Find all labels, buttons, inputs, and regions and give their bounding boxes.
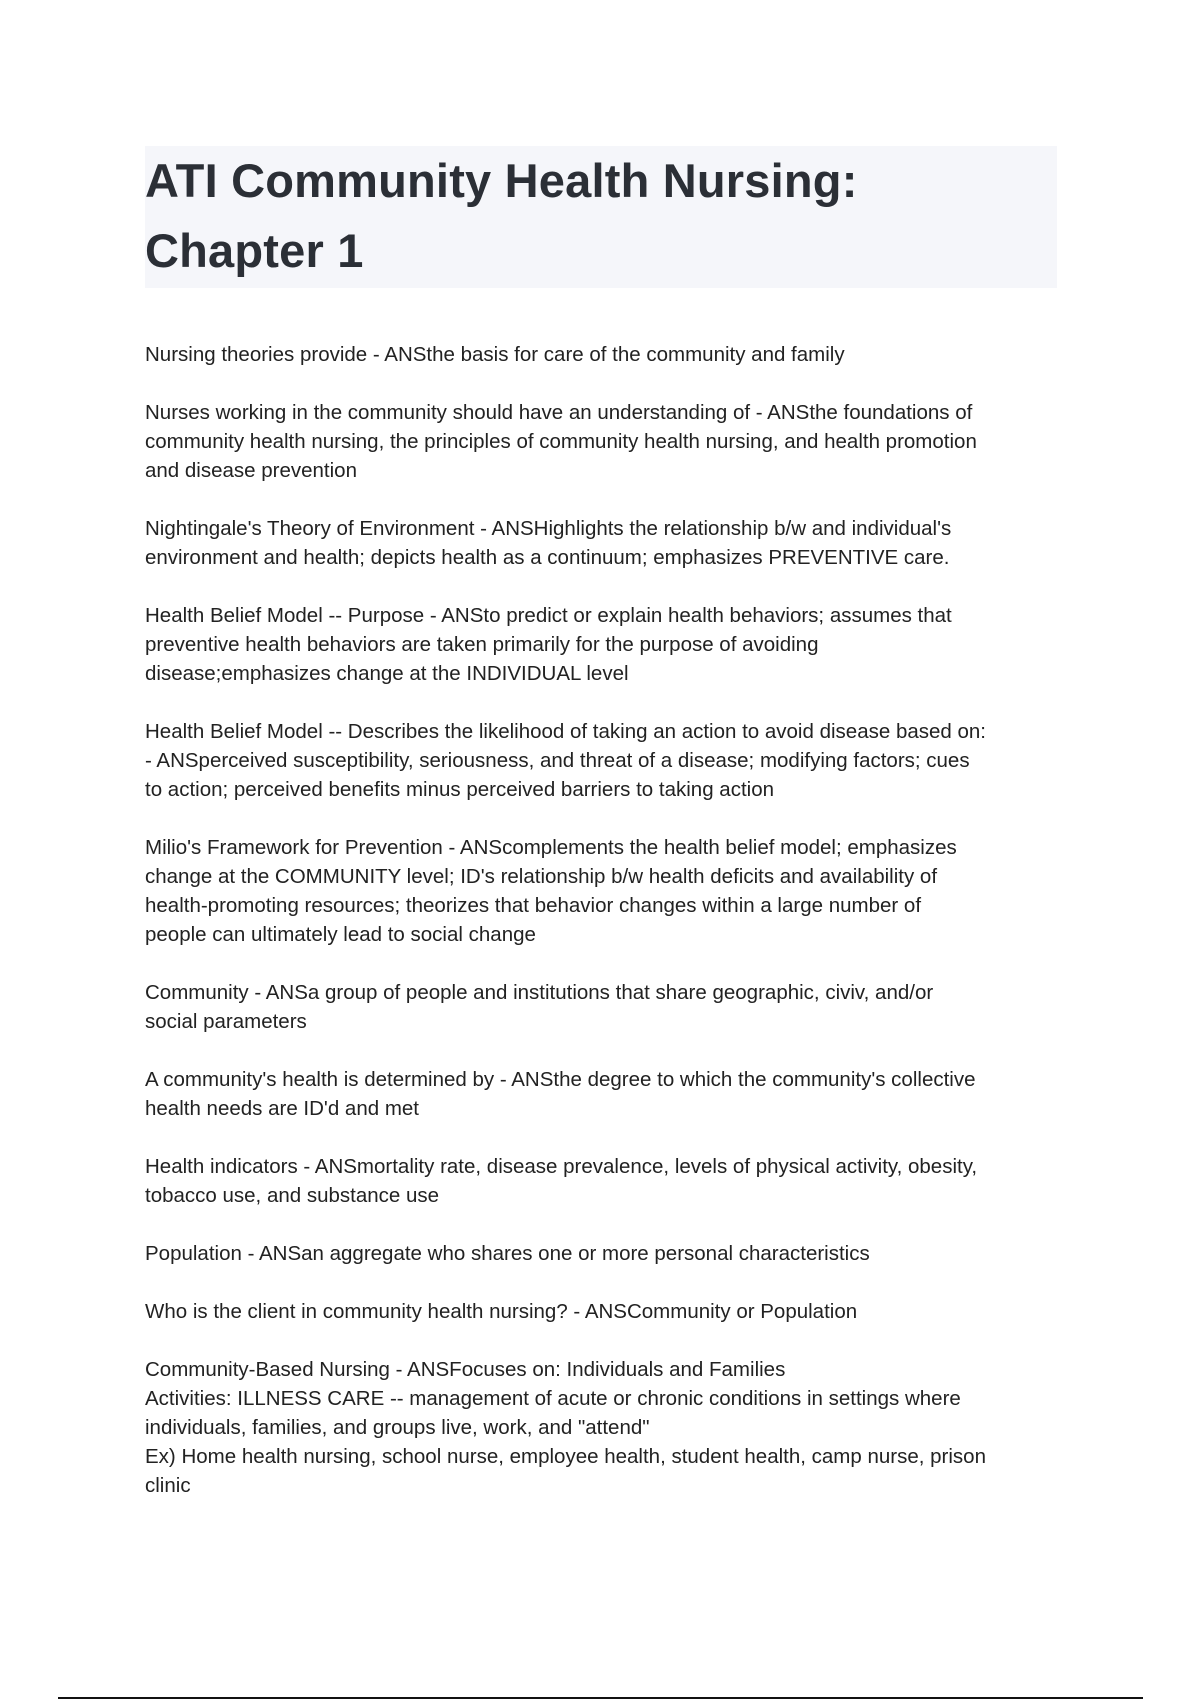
entry-line: social parameters [145, 1010, 307, 1033]
flashcard-entry [145, 1065, 1065, 1123]
entry-line: Population - ANSan aggregate who shares one or more personal characteristics [145, 1242, 870, 1265]
title-block [145, 146, 1057, 288]
entry-line: Nightingale's Theory of Environment - ANSHighlights the relationship b/w and individual's [145, 517, 952, 540]
entry-line: Community - ANSa group of people and institutions that share geographic, civiv, and/or [145, 981, 934, 1004]
entry-line: Nurses working in the community should have an understanding of - ANSthe foundations of [145, 401, 973, 424]
entry-line: Nursing theories provide - ANSthe basis for care of the community and family [145, 343, 845, 366]
entry-line: health-promoting resources; theorizes that behavior changes within a large number of [145, 894, 922, 917]
entry-line: Ex) Home health nursing, school nurse, employee health, student health, camp nurse, prison [145, 1445, 986, 1468]
entry-line: individuals, families, and groups live, work, and "attend" [145, 1416, 650, 1439]
entry-line: preventive health behaviors are taken primarily for the purpose of avoiding [145, 633, 819, 656]
flashcard-entry [145, 1152, 1065, 1210]
flashcard-entry [145, 717, 1065, 804]
entry-line: Activities: ILLNESS CARE -- management of acute or chronic conditions in settings where [145, 1387, 961, 1410]
footer-divider [58, 1697, 1143, 1699]
entry-line: health needs are ID'd and met [145, 1097, 420, 1120]
entry-line: disease;emphasizes change at the INDIVIDUAL level [145, 662, 629, 685]
entry-line: Health Belief Model -- Describes the likelihood of taking an action to avoid disease based on: [145, 720, 986, 743]
entry-line: tobacco use, and substance use [145, 1184, 440, 1207]
entry-line: Milio's Framework for Prevention - ANScomplements the health belief model; emphasizes [145, 836, 957, 859]
entry-line: change at the COMMUNITY level; ID's relationship b/w health deficits and availability of [145, 865, 938, 888]
flashcard-entry [145, 1239, 1065, 1268]
page-title [145, 146, 1057, 286]
title-line: Chapter 1 [145, 224, 364, 277]
entry-line: A community's health is determined by - ANSthe degree to which the community's collective [145, 1068, 976, 1091]
flashcard-entry [145, 978, 1065, 1036]
flashcard-entry [145, 398, 1065, 485]
entry-line: Health indicators - ANSmortality rate, disease prevalence, levels of physical activity, obesity, [145, 1155, 978, 1178]
flashcard-entry [145, 1355, 1065, 1500]
entry-line: and disease prevention [145, 459, 357, 482]
entry-line: Community-Based Nursing - ANSFocuses on: Individuals and Families [145, 1358, 786, 1381]
flashcard-entry [145, 340, 1065, 369]
entry-line: Health Belief Model -- Purpose - ANSto predict or explain health behaviors; assumes that [145, 604, 952, 627]
entry-line: clinic [145, 1474, 191, 1497]
entry-line: - ANSperceived susceptibility, seriousness, and threat of a disease; modifying factors; cues [145, 749, 970, 772]
entry-line: community health nursing, the principles of community health nursing, and health promotion [145, 430, 977, 453]
entry-line: environment and health; depicts health as a continuum; emphasizes PREVENTIVE care. [145, 546, 950, 569]
entry-line: Who is the client in community health nursing? - ANSCommunity or Population [145, 1300, 858, 1323]
flashcard-list [145, 340, 1065, 1529]
flashcard-entry [145, 514, 1065, 572]
entry-line: people can ultimately lead to social change [145, 923, 536, 946]
flashcard-entry [145, 1297, 1065, 1326]
title-line: ATI Community Health Nursing: [145, 154, 858, 207]
entry-line: to action; perceived benefits minus perceived barriers to taking action [145, 778, 775, 801]
flashcard-entry [145, 601, 1065, 688]
flashcard-entry [145, 833, 1065, 949]
